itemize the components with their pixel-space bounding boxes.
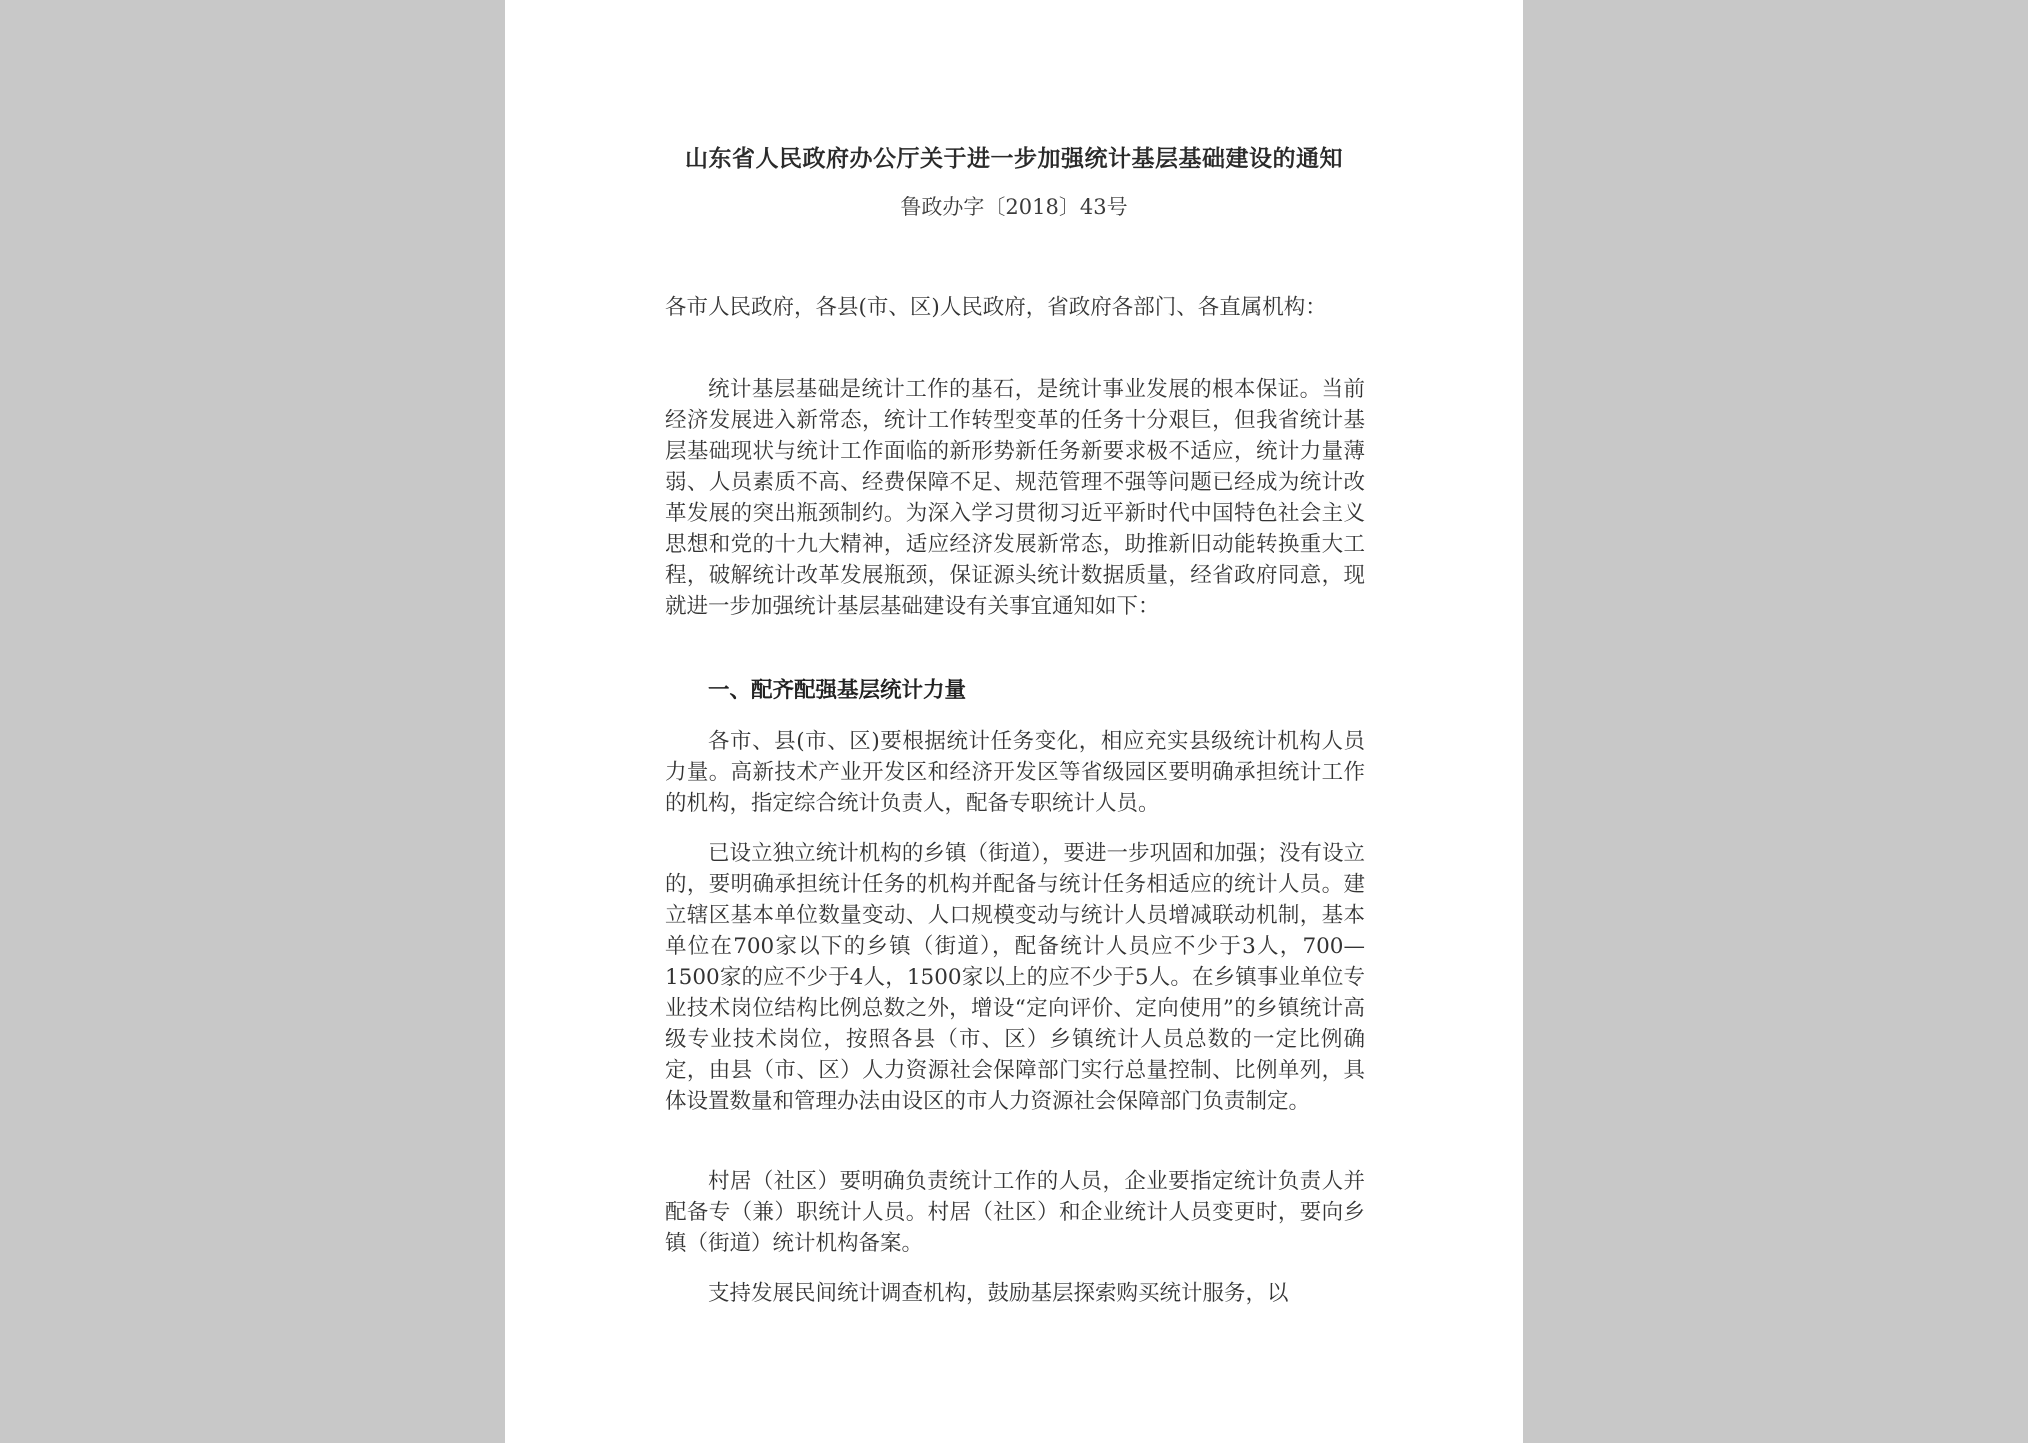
paragraph-township-staffing: 已设立独立统计机构的乡镇（街道），要进一步巩固和加强；没有设立的，要明确承担统计任务的机构并配备与统计任务相适应的统计人员。建立辖区基本单位数量变动、人口规模变动与统计人员增减联动机制，基本单位在700家以下的乡镇（街道），配备统计人员应不少于3人，700—1500家的应不少于4人，1500家以上的应不少于5人。在乡镇事业单位专业技术岗位结构比例总数之外，增设“定向评价、定向使用”的乡镇统计高级专业技术岗位，按照各县（市、区）乡镇统计人员总数的一定比例确定，由县（市、区）人力资源社会保障部门实行总量控制、比例单列，具体设置数量和管理办法由设区的市人力资源社会保障部门负责制定。 bbox=[665, 841, 1365, 1114]
paragraph-county-staffing: 各市、县(市、区)要根据统计任务变化，相应充实县级统计机构人员力量。高新技术产业开发区和经济开发区等省级园区要明确承担统计工作的机构，指定综合统计负责人，配备专职统计人员。 bbox=[665, 729, 1365, 816]
document-page bbox=[505, 0, 1523, 1443]
document-number: 鲁政办字〔2018〕43号 bbox=[900, 195, 1128, 219]
salutation: 各市人民政府，各县(市、区)人民政府，省政府各部门、各直属机构： bbox=[665, 295, 1327, 320]
section-heading-1: 一、配齐配强基层统计力量 bbox=[708, 678, 967, 703]
paragraph-intro: 统计基层基础是统计工作的基石，是统计事业发展的根本保证。当前经济发展进入新常态，统计工作转型变革的任务十分艰巨，但我省统计基层基础现状与统计工作面临的新形势新任务新要求极不适应，统计力量薄弱、人员素质不高、经费保障不足、规范管理不强等问题已经成为统计改革发展的突出瓶颈制约。为深入学习贯彻习近平新时代中国特色社会主义思想和党的十九大精神，适应经济发展新常态，助推新旧动能转换重大工程，破解统计改革发展瓶颈，保证源头统计数据质量，经省政府同意，现就进一步加强统计基层基础建设有关事宜通知如下： bbox=[665, 377, 1365, 619]
document-title: 山东省人民政府办公厅关于进一步加强统计基层基础建设的通知 bbox=[685, 145, 1343, 172]
paragraph-village-staffing: 村居（社区）要明确负责统计工作的人员，企业要指定统计负责人并配备专（兼）职统计人员。村居（社区）和企业统计人员变更时，要向乡镇（街道）统计机构备案。 bbox=[665, 1169, 1365, 1256]
paragraph-private-survey: 支持发展民间统计调查机构，鼓励基层探索购买统计服务，以 bbox=[708, 1281, 1289, 1306]
